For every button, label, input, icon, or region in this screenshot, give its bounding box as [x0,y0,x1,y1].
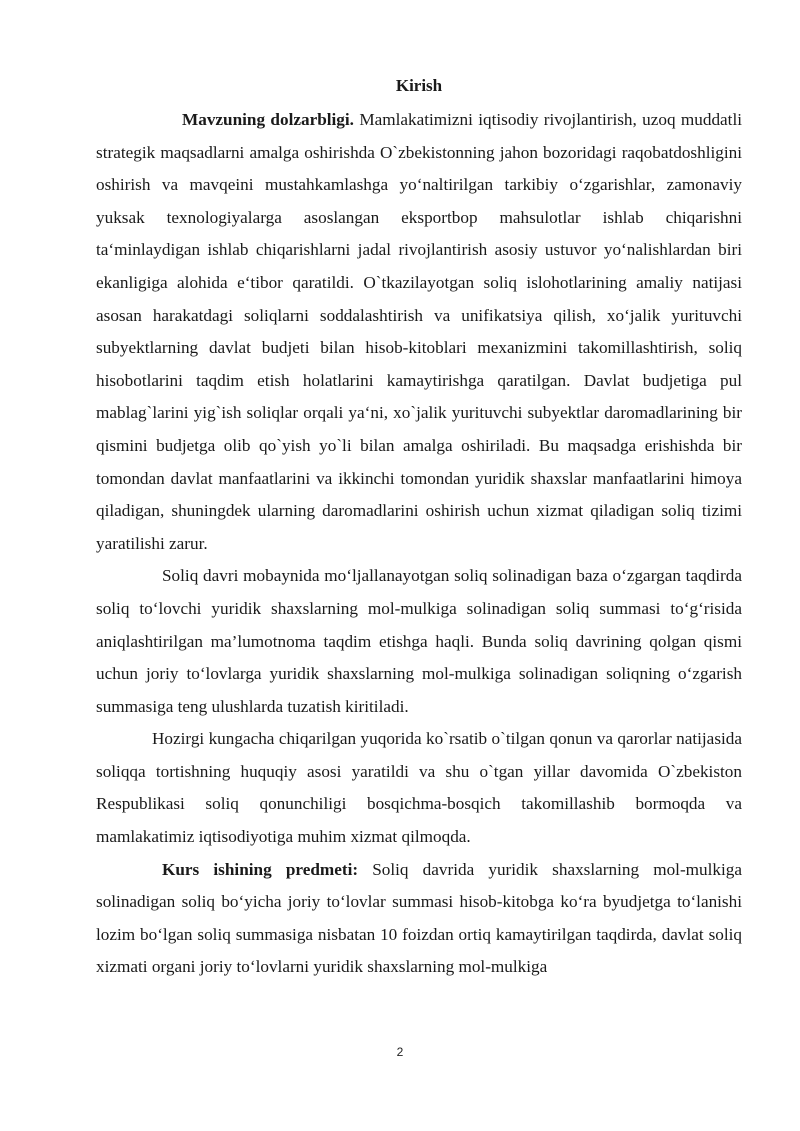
page-number: 2 [396,1045,404,1059]
paragraph-text: Mamlakatimizni iqtisodiy rivojlantirish, uzoq muddatli strategik maqsadlarni amalga oshirishda O`zbekistonning jahon bozoridagi raqobatdoshligini oshirish va mavqeini mustahkamlashga yo‘naltirilgan tarkibiy o‘zgarishlar, zamonaviy yuksak texnologiyalarga asoslangan eksportbop mahsulotlar ishlab chiqarishni ta‘minlaydigan ishlab chiqarishlarni jadal rivojlantirish asosiy ustuvor yo‘nalishlardan biri ekanligiga alohida e‘tibor qaratildi. O`tkazilayotgan soliq islohotlarining amaliy natijasi asosan harakatdagi soliqlarni soddalashtirish va unifikatsiya qilish, xo‘jalik yurituvchi subyektlarning davlat budjeti bilan hisob-kitoblari mexanizmini takomillashtirish, soliq hisobotlarini taqdim etish holatlarini kamaytirishga qaratilgan. Davlat budjetiga pul mablag`larini yig`ish soliqlar orqali ya‘ni, xo`jalik yurituvchi subyektlar daromadlarining bir qismini budjetga olib qo`yish yo`li bilan amalga oshiriladi. Bu maqsadga erishishda bir tomondan davlat manfaatlarini va ikkinchi tomondan yuridik shaxslar manfaatlarini himoya qiladigan, shuningdek ularning daromadlarini oshirish uchun xizmat qiladigan soliq tizimi yaratilishi zarur. [96,110,743,553]
paragraph-text: Hozirgi kungacha chiqarilgan yuqorida ko`rsatib o`tilgan qonun va qarorlar natijasida soliqqa tortishning huquqiy asosi yaratildi va shu o`tgan yillar davomida O`zbekiston Respublikasi soliq qonunchiligi bosqichma-bosqich takomillashib bormoqda va mamlakatimiz iqtisodiyotiga muhim xizmat qilmoqda. [96,729,742,847]
page-title: Kirish [395,76,443,95]
document-page [96,74,742,984]
paragraph-text: Soliq davrida yuridik shaxslarning mol-mulkiga solinadigan soliq bo‘yicha joriy to‘lovlar summasi hisob-kitobga ko‘ra byudjetga to‘lanishi lozim bo‘lgan soliq summasiga nisbatan 10 foizdan ortiq kamaytirilgan taqdirda, davlat soliq xizmati organi joriy to‘lovlarni yuridik shaxslarning mol-mulkiga [96,859,742,977]
paragraph-lead: Mavzuning dolzarbligi. [182,110,354,129]
paragraph-legal-basis [96,723,742,853]
paragraph-course-subject [96,854,742,984]
paragraph-text: Soliq davri mobaynida mo‘ljallanayotgan soliq solinadigan baza o‘zgargan taqdirda soliq to‘lovchi yuridik shaxslarning mol-mulkiga solinadigan soliq summasi to‘g‘risida aniqlashtirilgan ma’lumotnoma taqdim etishga haqli. Bunda soliq davrining qolgan qismi uchun joriy to‘lovlarga yuridik shaxslarning mol-mulkiga solinadigan soliqning o‘zgarish summasiga teng ulushlarda tuzatish kiritiladi. [96,566,742,716]
paragraph-relevance [96,104,742,560]
paragraph-lead: Kurs ishining predmeti: [162,859,359,879]
paragraph-tax-period [96,560,742,723]
